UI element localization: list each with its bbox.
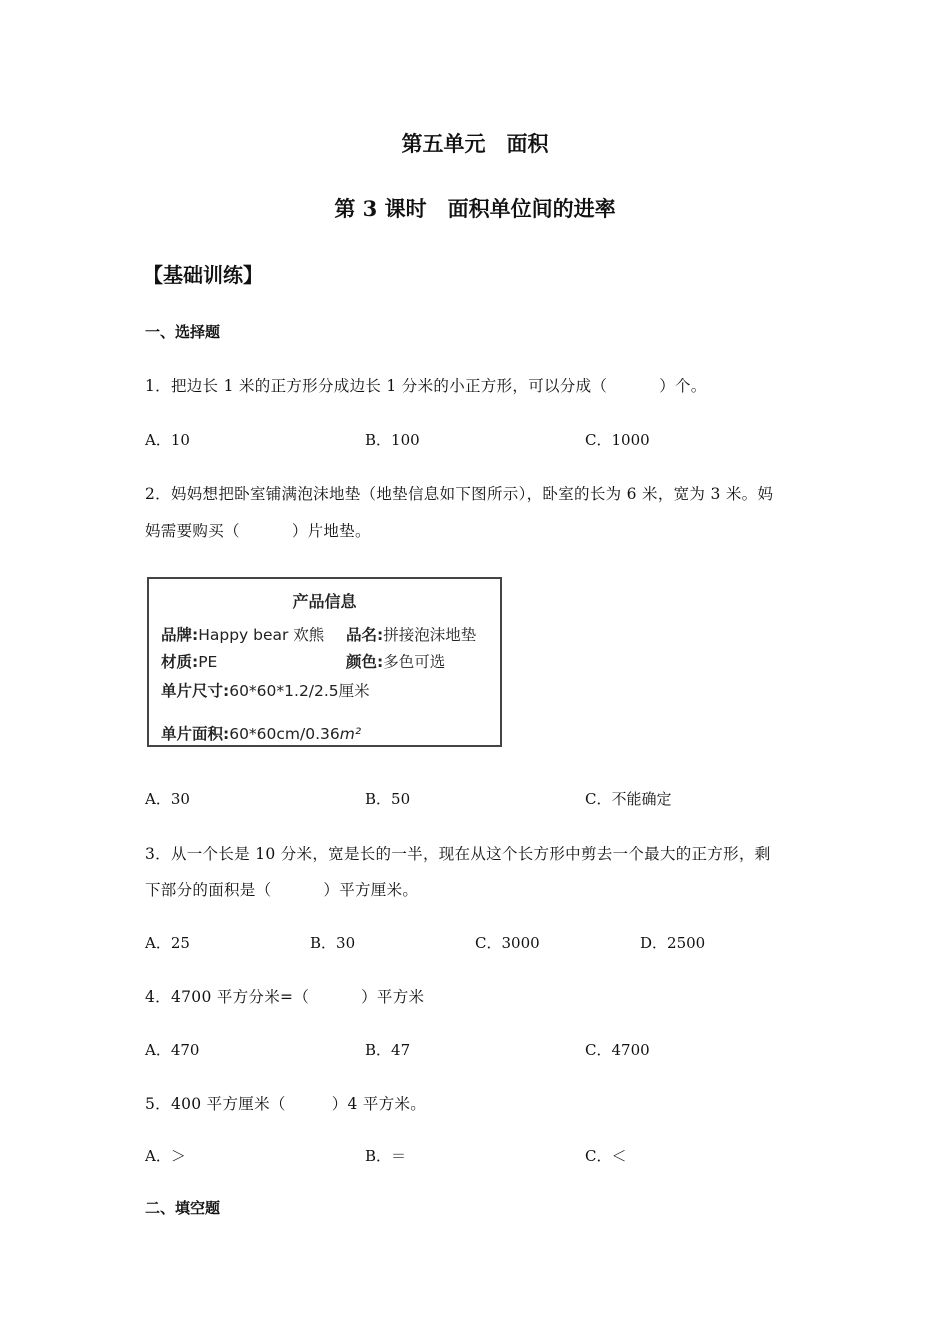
name-row [346,623,476,645]
q2-option-b: B．50 [365,790,411,808]
size-value: 60*60*1.2/2.5厘米 [229,682,370,700]
q4-option-a: A．470 [145,1041,200,1059]
unit-title: 第五单元 面积 [401,131,549,156]
question-3-text-end: ）平方厘米。 [323,881,419,899]
question-4 [145,985,424,1007]
q1-option-a: A．10 [145,431,190,449]
material-row [161,650,217,672]
question-2-line-2 [145,519,371,541]
q1-option-c: C．1000 [585,431,650,449]
q1-option-b: B．100 [365,431,420,449]
q3-option-c: C．3000 [475,934,540,952]
q2-option-a: A．30 [145,790,190,808]
material-label: 材质: [161,653,199,671]
question-1-text: 1．把边长 1 米的正方形分成边长 1 分米的小正方形，可以分成（ [145,377,608,395]
question-3-text: 下部分的面积是（ [145,881,272,899]
section-heading: 【基础训练】 [143,263,263,287]
q5-option-c: C．＜ [585,1147,627,1165]
q4-option-b: B．47 [365,1041,411,1059]
question-1-text-end: ）个。 [659,377,707,395]
name-label: 品名: [346,626,384,644]
question-1 [145,374,707,396]
part2-heading: 二、填空题 [145,1199,221,1217]
q4-option-c: C．4700 [585,1041,650,1059]
q2-option-c: C．不能确定 [585,790,672,808]
question-3-line-2 [145,878,418,900]
question-5 [145,1092,426,1114]
area-label: 单片面积: [161,725,230,743]
question-5-text: 5．400 平方厘米（ [145,1095,286,1113]
product-info-card [147,577,502,747]
brand-label: 品牌: [161,626,199,644]
question-3-line-1: 3．从一个长是 10 分米，宽是长的一半，现在从这个长方形中剪去一个最大的正方形，剩 [145,845,771,863]
product-info-title: 产品信息 [292,592,357,611]
brand-row [161,623,324,645]
material-value: PE [198,653,218,671]
q3-option-b: B．30 [310,934,356,952]
brand-value: Happy bear 欢熊 [198,626,325,644]
area-value: 60*60cm/0.36 [229,725,340,743]
question-5-text-end: ）4 平方米。 [331,1095,427,1113]
color-row [346,650,445,672]
question-2-line-1: 2．妈妈想把卧室铺满泡沫地垫（地垫信息如下图所示），卧室的长为 6 米，宽为 3 米。妈 [145,485,774,503]
part1-heading: 一、选择题 [145,323,221,341]
q5-option-a: A．＞ [145,1147,186,1165]
question-4-text-end: ）平方米 [361,988,425,1006]
question-4-text: 4．4700 平方分米=（ [145,988,310,1006]
question-2-text: 妈需要购买（ [145,522,240,540]
area-unit: m² [339,725,362,743]
q3-option-a: A．25 [145,934,190,952]
lesson-title: 第 3 课时 面积单位间的进率 [334,196,616,221]
size-row [161,679,370,701]
q5-option-b: B．＝ [365,1147,407,1165]
color-value: 多色可选 [383,653,446,671]
q3-option-d: D．2500 [640,934,706,952]
question-2-text-end: ）片地垫。 [291,522,371,540]
size-label: 单片尺寸: [161,682,230,700]
color-label: 颜色: [346,653,384,671]
name-value: 拼接泡沫地垫 [383,626,477,644]
area-row [161,722,361,744]
